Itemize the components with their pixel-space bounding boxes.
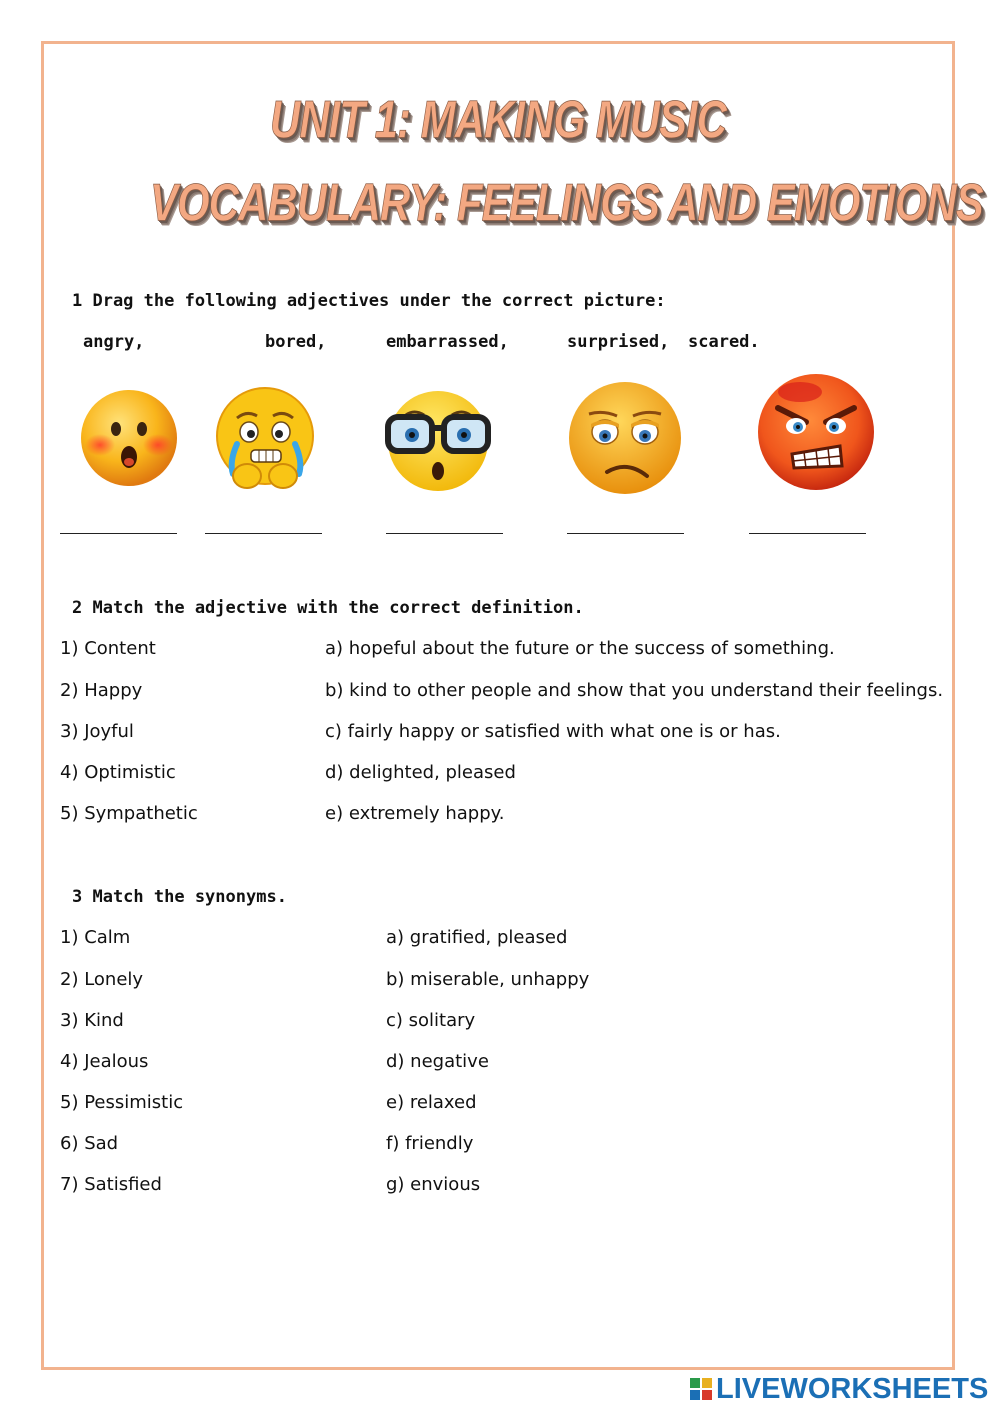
word-surprised[interactable]: surprised, [567,332,670,352]
word-angry[interactable]: angry, [83,332,145,352]
synonym-option[interactable]: c) solitary [386,1010,476,1031]
synonym-option[interactable]: b) miserable, unhappy [386,969,590,990]
answer-line-3[interactable] [386,533,503,534]
definition-item[interactable]: c) fairly happy or satisfied with what one is or has. [325,721,781,742]
brand-name: LIVEWORKSHEETS [716,1372,989,1405]
definition-item[interactable]: e) extremely happy. [325,803,505,824]
definition-item[interactable]: b) kind to other people and show that you understand their feelings. [325,680,944,701]
synonym-word[interactable]: 4) Jealous [60,1051,149,1072]
embarrassed-face-icon [384,385,492,495]
adjective-item[interactable]: 4) Optimistic [60,762,176,783]
synonym-word[interactable]: 2) Lonely [60,969,144,990]
scared-face-icon [207,382,321,496]
answer-line-4[interactable] [567,533,684,534]
synonym-option[interactable]: g) envious [386,1174,481,1195]
adjective-item[interactable]: 5) Sympathetic [60,803,198,824]
exercise2-instruction: 2 Match the adjective with the correct definition. [72,598,584,618]
synonym-word[interactable]: 7) Satisfied [60,1174,162,1195]
synonym-option[interactable]: e) relaxed [386,1092,477,1113]
adjective-item[interactable]: 1) Content [60,638,156,659]
adjective-item[interactable]: 3) Joyful [60,721,134,742]
answer-line-5[interactable] [749,533,866,534]
exercise3-instruction: 3 Match the synonyms. [72,887,287,907]
vocabulary-title: VOCABULARY: FEELINGS AND EMOTIONS [150,173,983,232]
unit-title: UNIT 1: MAKING MUSIC [270,90,726,149]
word-scared[interactable]: scared. [688,332,760,352]
angry-face-icon [748,368,884,496]
adjective-item[interactable]: 2) Happy [60,680,143,701]
synonym-option[interactable]: a) gratified, pleased [386,927,568,948]
liveworksheets-logo[interactable] [690,1374,988,1404]
answer-line-1[interactable] [60,533,177,534]
synonym-word[interactable]: 6) Sad [60,1133,119,1154]
page-border [41,41,955,1370]
definition-item[interactable]: a) hopeful about the future or the success of something. [325,638,835,659]
synonym-word[interactable]: 1) Calm [60,927,131,948]
exercise1-instruction: 1 Drag the following adjectives under the correct picture: [72,291,666,311]
synonym-option[interactable]: f) friendly [386,1133,474,1154]
synonym-option[interactable]: d) negative [386,1051,489,1072]
answer-line-2[interactable] [205,533,322,534]
surprised-face-icon [76,385,182,491]
synonym-word[interactable]: 5) Pessimistic [60,1092,184,1113]
bored-face-icon [567,380,683,496]
word-bored[interactable]: bored, [265,332,327,352]
word-embarrassed[interactable]: embarrassed, [386,332,509,352]
liveworksheets-mark-icon [690,1378,712,1400]
synonym-word[interactable]: 3) Kind [60,1010,124,1031]
definition-item[interactable]: d) delighted, pleased [325,762,516,783]
